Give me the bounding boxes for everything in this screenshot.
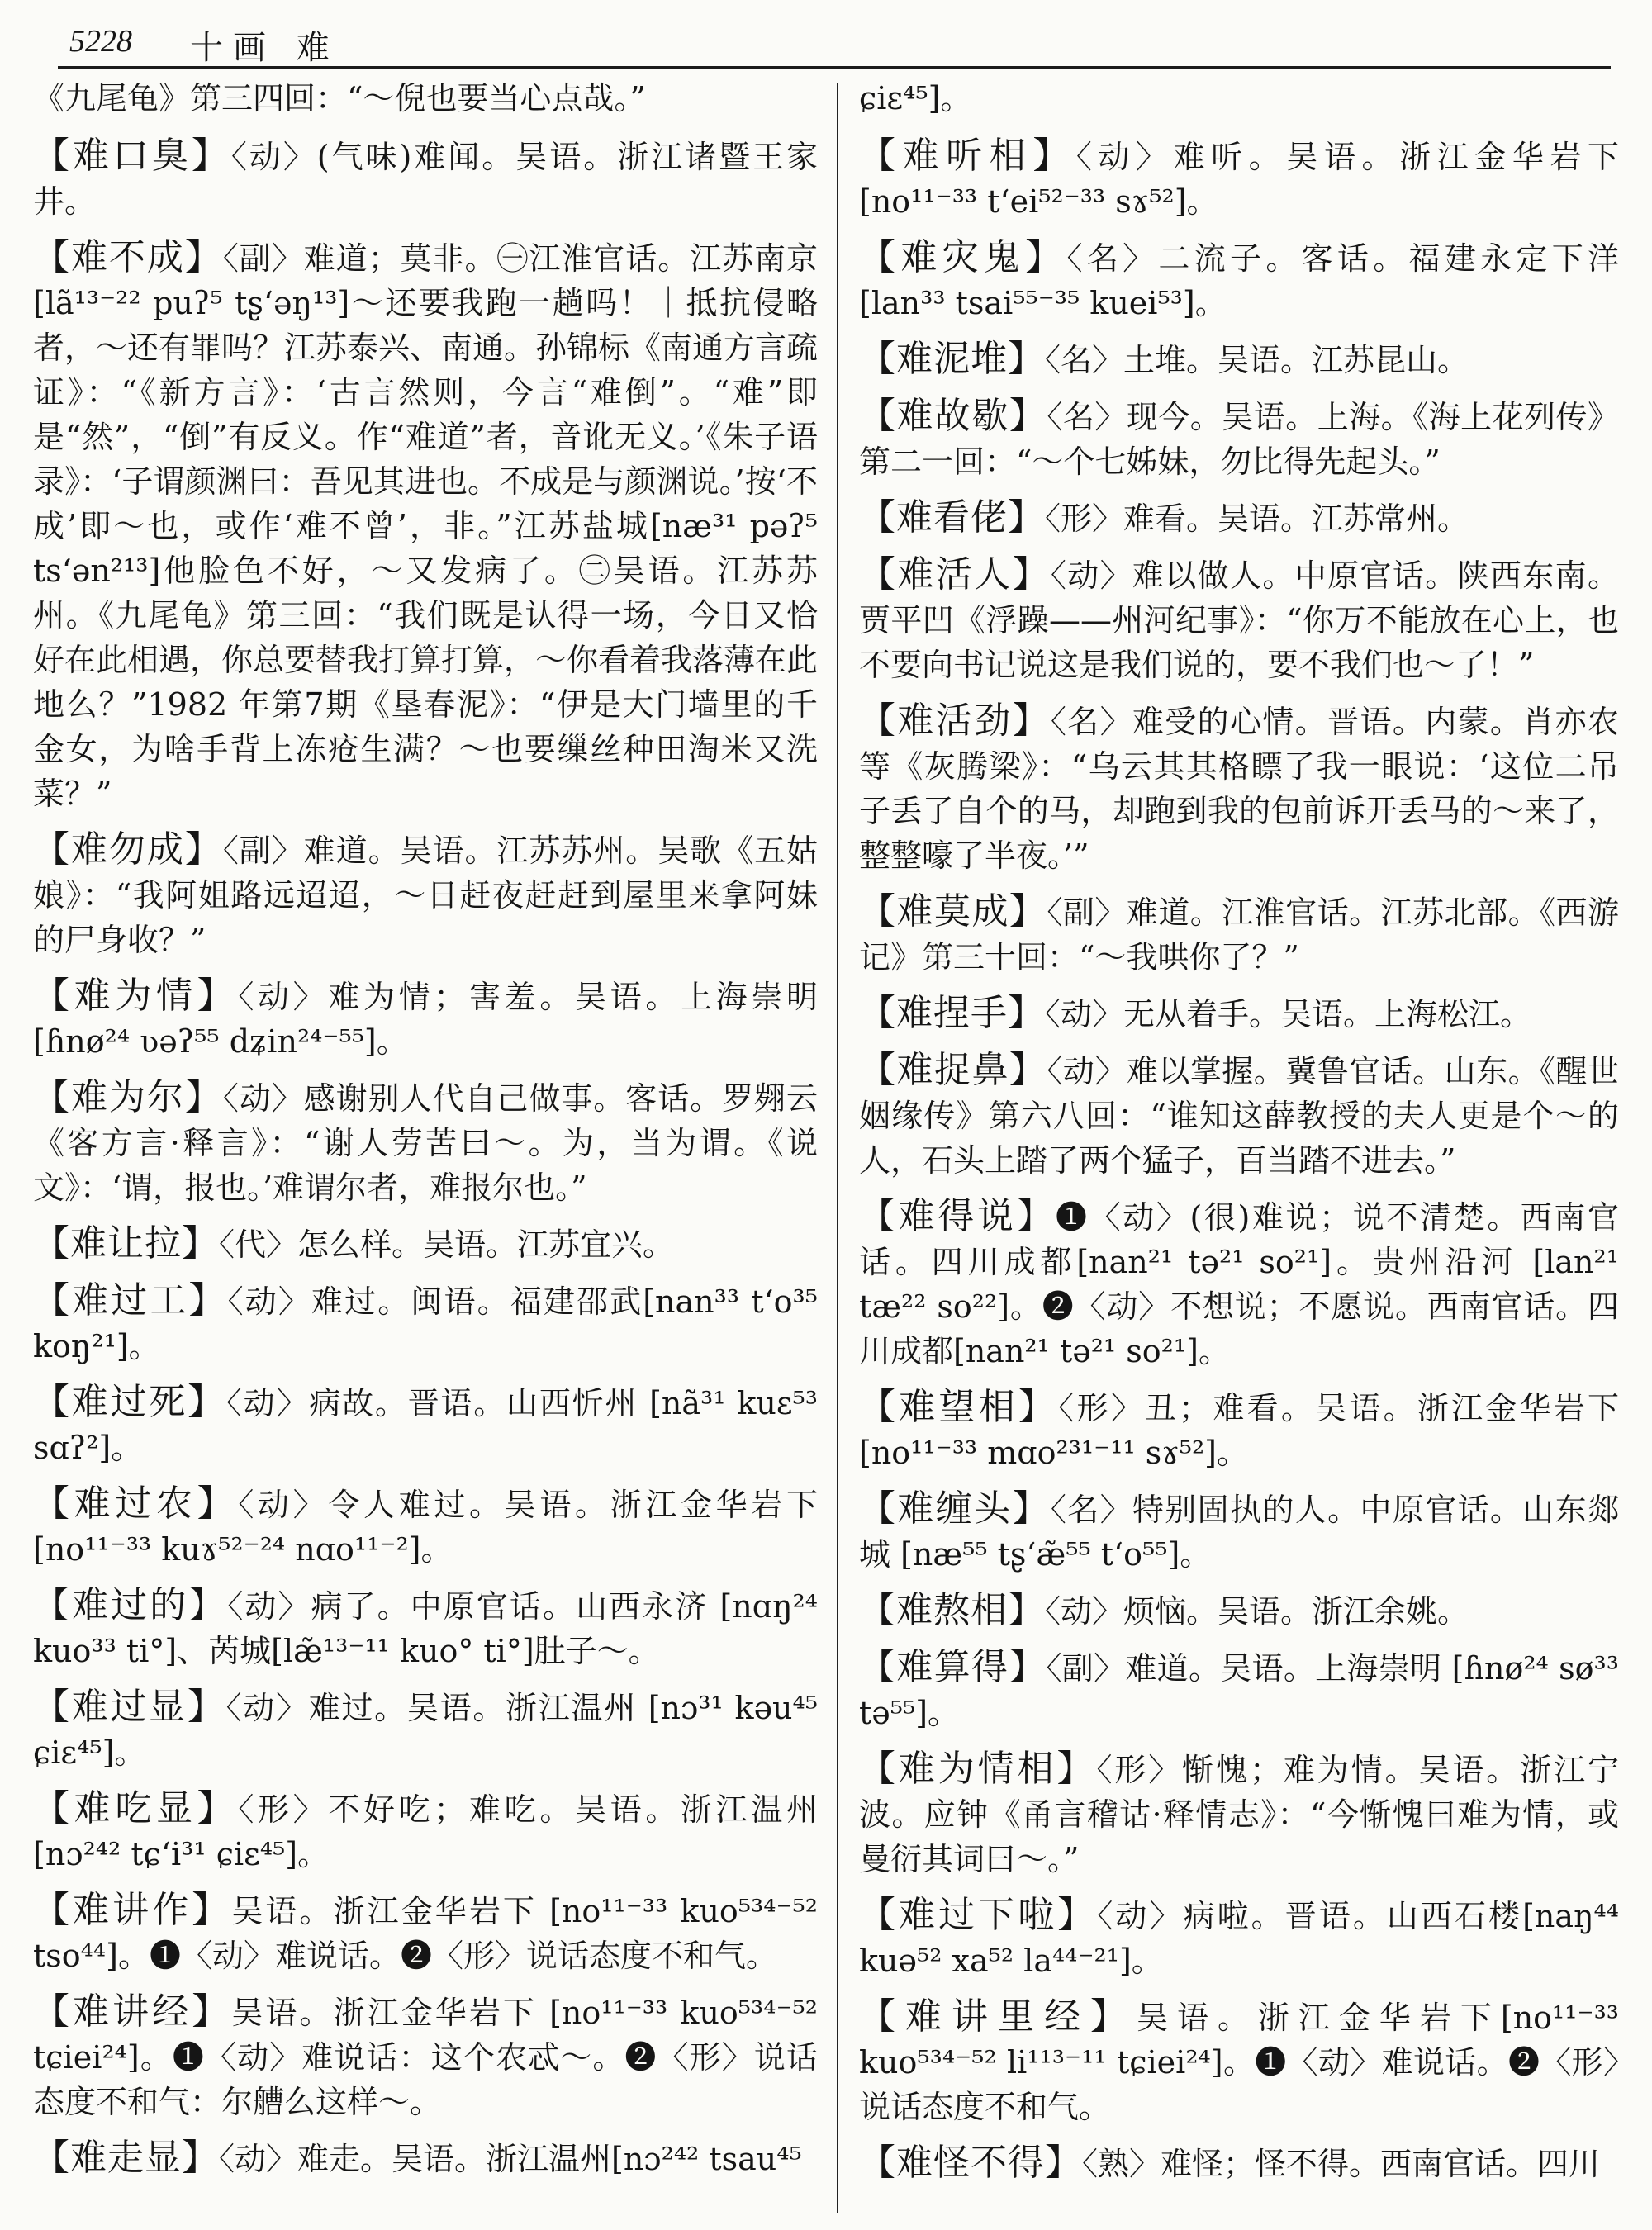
entry-headword: 【难过死】 <box>33 1381 226 1423</box>
entry-headword: 【难为情】 <box>33 975 239 1017</box>
dictionary-entry <box>859 1588 1619 1634</box>
page-header <box>58 15 1611 69</box>
continued-text <box>859 76 1619 121</box>
dictionary-entry <box>33 1482 818 1572</box>
entry-headword: 【难灾鬼】 <box>859 236 1067 278</box>
entry-definition: 〈动〉感谢别人代自己做事。客话。罗翙云《客方言·释言》：“谢人劳苦曰～。为，当为谓。《说文》：‘谓，报也。’难谓尔者，难报尔也。” <box>33 1080 818 1206</box>
entry-headword: 【难熬相】 <box>859 1589 1045 1631</box>
entry-headword: 【难得说】 <box>859 1195 1056 1237</box>
left-column <box>33 76 818 2215</box>
entry-headword: 【难活人】 <box>859 553 1051 595</box>
entry-headword: 【难过工】 <box>33 1279 228 1321</box>
entry-definition: 〈名〉二流子。客话。福建永定下洋 [lan³³ tsai⁵⁵⁻³⁵ kuei⁵³]。 <box>859 240 1619 321</box>
continued-text <box>33 76 818 121</box>
entry-definition: 〈形〉不好吃；难吃。吴语。浙江温州 [nɔ²⁴² tɕʻi³¹ ɕiɛ⁴⁵]。 <box>33 1791 818 1872</box>
entry-definition: 《九尾龟》第三四回：“～倪也要当心点哉。” <box>33 80 646 116</box>
entry-headword: 【难讲作】 <box>33 1889 232 1931</box>
dictionary-entry <box>859 699 1619 878</box>
entry-definition: 〈动〉(气味)难闻。吴语。浙江诸暨王家井。 <box>33 139 818 220</box>
entry-headword: 【难过显】 <box>33 1686 226 1728</box>
dictionary-entry <box>859 337 1619 382</box>
entry-definition: 〈名〉特别固执的人。中原官话。山东郯城 [næ⁵⁵ tʂʻæ̃⁵⁵ tʻo⁵⁵]。 <box>859 1492 1619 1573</box>
entry-headword: 【难莫成】 <box>859 890 1047 932</box>
entry-definition: 〈形〉难看。吴语。江苏常州。 <box>1045 501 1469 537</box>
dictionary-entry <box>859 134 1619 224</box>
entry-headword: 【难算得】 <box>859 1646 1047 1688</box>
entry-headword: 【难不成】 <box>33 236 223 278</box>
entry-definition: 吴语。浙江金华岩下 [no¹¹⁻³³ kuo⁵³⁴⁻⁵² tɕiei²⁴]。❶〈动〉难说话：这个农忒～。❷〈形〉说话态度不和气：尔艚么这样～。 <box>33 1995 818 2120</box>
dictionary-entry <box>33 2136 818 2181</box>
dictionary-entry <box>859 235 1619 325</box>
entry-headword: 【难泥堆】 <box>859 338 1045 380</box>
dictionary-entry <box>859 1385 1619 1475</box>
entry-definition: 〈名〉难受的心情。晋语。内蒙。肖亦农等《灰腾梁》：“乌云其其格瞟了我一眼说：‘这位二吊子丢了自个的马，却跑到我的包前诉开丢马的～来了，整整嚎了半夜。’” <box>859 704 1619 874</box>
dictionary-entry <box>859 890 1619 980</box>
entry-definition: 〈动〉烦恼。吴语。浙江余姚。 <box>1045 1593 1469 1630</box>
entry-definition: 吴语。浙江金华岩下 [no¹¹⁻³³ kuo⁵³⁴⁻⁵² tso⁴⁴]。❶〈动〉难说话。❷〈形〉说话态度不和气。 <box>33 1893 818 1974</box>
dictionary-entry <box>33 1888 818 1978</box>
entry-definition: 〈副〉难道。吴语。上海崇明 [ɦnø²⁴ sø³³ tə⁵⁵]。 <box>859 1650 1619 1731</box>
entry-headword: 【难怪不得】 <box>859 2142 1082 2184</box>
dictionary-entry <box>33 1990 818 2124</box>
dictionary-entry <box>33 134 818 224</box>
entry-headword: 【难吃显】 <box>33 1787 239 1829</box>
dictionary-entry <box>859 394 1619 484</box>
entry-headword: 【难讲经】 <box>33 1990 232 2033</box>
entry-definition: 吴语。浙江金华岩下[no¹¹⁻³³ kuo⁵³⁴⁻⁵² li¹¹³⁻¹¹ tɕiei²⁴]。❶〈动〉难说话。❷〈形〉说话态度不和气。 <box>859 2000 1619 2125</box>
dictionary-entry <box>33 1279 818 1369</box>
column-divider <box>837 83 838 2213</box>
entry-definition: 〈副〉难道。江淮官话。江苏北部。《西游记》第三十回：“～我哄你了？” <box>859 894 1619 975</box>
dictionary-entry <box>33 1222 818 1267</box>
entry-definition: 〈动〉病了。中原官话。山西永济 [nɑŋ²⁴ kuo³³ ti°]、芮城[læ̃¹³⁻¹¹ kuo° ti°]肚子～。 <box>33 1588 818 1669</box>
entry-definition: 〈动〉难以做人。中原官话。陕西东南。贾平凹《浮躁——州河纪事》：“你万不能放在心上，也不要向书记说这是我们说的，要不我们也～了！” <box>859 558 1619 683</box>
dictionary-entry <box>33 1685 818 1775</box>
entry-definition: 〈动〉病故。晋语。山西忻州 [nã³¹ kuɛ⁵³ sɑʔ²]。 <box>33 1385 818 1466</box>
entry-headword: 【难勿成】 <box>33 828 223 871</box>
dictionary-entry <box>859 2141 1619 2186</box>
entry-definition: ❶〈动〉(很)难说；说不清楚。西南官话。四川成都[nan²¹ tə²¹ so²¹]。贵州沿河 [lan²¹ tæ²² so²²]。❷〈动〉不想说；不愿说。西南官话。四川成都[nan²¹ tə²¹ so²¹]。 <box>859 1199 1619 1369</box>
entry-definition: 〈副〉难道。吴语。江苏苏州。吴歌《五姑娘》：“我阿姐路远迢迢，～日赶夜赶赶到屋里来拿阿妹的尸身收？” <box>33 833 818 958</box>
entry-headword: 【难为尔】 <box>33 1076 223 1118</box>
entry-definition: 〈形〉丑；难看。吴语。浙江金华岩下[no¹¹⁻³³ mɑo²³¹⁻¹¹ sɤ⁵²]。 <box>859 1390 1619 1471</box>
entry-definition: 〈代〉怎么样。吴语。江苏宜兴。 <box>219 1226 675 1263</box>
dictionary-entry <box>859 1995 1619 2129</box>
dictionary-entry <box>859 553 1619 687</box>
entry-definition: ɕiɛ⁴⁵]。 <box>859 80 972 116</box>
entry-headword: 【难捏手】 <box>859 992 1045 1034</box>
entry-headword: 【难过农】 <box>33 1483 239 1525</box>
entry-headword: 【难口臭】 <box>33 135 231 177</box>
dictionary-entry <box>33 828 818 962</box>
dictionary-entry <box>859 991 1619 1037</box>
entry-definition: 〈动〉难过。闽语。福建邵武[nan³³ tʻo³⁵ koŋ²¹]。 <box>33 1283 818 1364</box>
entry-headword: 【难故歇】 <box>859 395 1047 437</box>
dictionary-entry <box>859 1747 1619 1881</box>
right-column <box>859 76 1619 2215</box>
dictionary-entry <box>33 1583 818 1673</box>
entry-headword: 【难看佬】 <box>859 496 1045 539</box>
entry-definition: 〈形〉惭愧；难为情。吴语。浙江宁波。应钟《甬言稽诂·释情志》：“今惭愧曰难为情，或曼衍其词曰～。” <box>859 1752 1619 1877</box>
entry-definition: 〈动〉难听。吴语。浙江金华岩下 [no¹¹⁻³³ tʻei⁵²⁻³³ sɤ⁵²]。 <box>859 139 1619 220</box>
entry-definition: 〈动〉难走。吴语。浙江温州[nɔ²⁴² tsau⁴⁵ <box>219 2141 802 2177</box>
entry-headword: 【难捉鼻】 <box>859 1049 1047 1091</box>
entry-definition: 〈动〉令人难过。吴语。浙江金华岩下[no¹¹⁻³³ kuɤ⁵²⁻²⁴ nɑo¹¹⁻²]。 <box>33 1487 818 1568</box>
dictionary-entry <box>33 1786 818 1877</box>
entry-definition: 〈副〉难道；莫非。㊀江淮官话。江苏南京[lã¹³⁻²² puʔ⁵ tʂʻəŋ¹³]～还要我跑一趟吗！｜抵抗侵略者，～还有罪吗？江苏泰兴、南通。孙锦标《南通方言疏证》：“《新方言》：‘古言然则，今言“难倒”。“难”即是“然”，“倒”有反义。作“难道”者，音讹无义。’《朱子语录》：‘子谓颜渊曰：吾见其进也。不成是与颜渊说。’按‘不成’即～也，或作‘难不曾’，非。”江苏盐城[næ³¹ pəʔ⁵ tsʻən²¹³]他脸色不好，～又发病了。㊁吴语。江苏苏州。《九尾龟》第三回：“我们既是认得一场，今日又恰好在此相遇，你总要替我打算打算，～你看着我落薄在此地么？”1982 年第7期《垦春泥》：“伊是大门墙里的千金女，为啥手背上冻疮生满？～也要缫丝种田淘米又洗菜？” <box>33 240 818 812</box>
entry-headword: 【难走显】 <box>33 2137 219 2179</box>
entry-headword: 【难讲里经】 <box>859 1995 1137 2038</box>
entry-definition: 〈动〉难过。吴语。浙江温州 [nɔ³¹ kəu⁴⁵ ɕiɛ⁴⁵]。 <box>33 1690 818 1771</box>
entry-definition: 〈名〉土堆。吴语。江苏昆山。 <box>1045 342 1469 378</box>
entry-definition: 〈名〉现今。吴语。上海。《海上花列传》第二一回：“～个七姊妹，勿比得先起头。” <box>859 399 1619 480</box>
entry-definition: 〈熟〉难怪；怪不得。西南官话。四川 <box>1082 2146 1601 2182</box>
entry-headword: 【难活劲】 <box>859 700 1051 742</box>
dictionary-entry <box>859 1645 1619 1735</box>
entry-headword: 【难让拉】 <box>33 1222 219 1264</box>
dictionary-entry <box>859 1487 1619 1577</box>
entry-definition: 〈动〉难为情；害羞。吴语。上海崇明[ɦnø²⁴ ʋəʔ⁵⁵ dʑin²⁴⁻⁵⁵]。 <box>33 979 818 1060</box>
entry-headword: 【难望相】 <box>859 1386 1059 1428</box>
dictionary-entry <box>33 974 818 1064</box>
entry-definition: 〈动〉难以掌握。冀鲁官话。山东。《醒世姻缘传》第六八回：“谁知这薛教授的夫人更是个～的人，石头上踏了两个猛子，百当踏不进去。” <box>859 1053 1619 1179</box>
dictionary-entry <box>33 235 818 816</box>
entry-headword: 【难为情相】 <box>859 1748 1097 1790</box>
entry-headword: 【难听相】 <box>859 135 1076 177</box>
dictionary-entry <box>33 1380 818 1470</box>
dictionary-entry <box>859 1194 1619 1374</box>
entry-headword: 【难缠头】 <box>859 1487 1051 1530</box>
entry-definition: 〈动〉病啦。晋语。山西石楼[naŋ⁴⁴ kuə⁵² xa⁵² la⁴⁴⁻²¹]。 <box>859 1898 1619 1979</box>
dictionary-entry <box>859 1893 1619 1983</box>
section-title: 十画 难 <box>190 29 339 67</box>
dictionary-entry <box>859 1048 1619 1183</box>
entry-definition: 〈动〉无从着手。吴语。上海松江。 <box>1045 996 1532 1032</box>
dictionary-entry <box>33 1075 818 1210</box>
entry-headword: 【难过下啦】 <box>859 1894 1098 1936</box>
dictionary-entry <box>859 496 1619 541</box>
entry-headword: 【难过的】 <box>33 1584 228 1626</box>
page-number: 5228 <box>69 24 132 59</box>
